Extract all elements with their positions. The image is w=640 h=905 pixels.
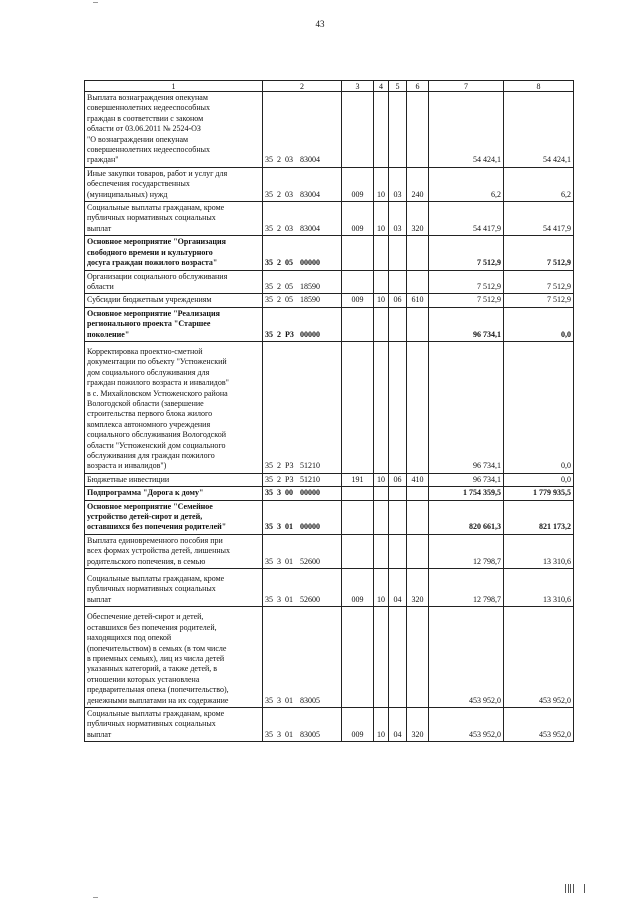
row-c4: 10	[374, 569, 389, 607]
row-c4: 10	[374, 473, 389, 486]
code-part-c2b: 2	[277, 329, 281, 339]
code-part-c2c: P3	[285, 474, 294, 484]
row-c6	[407, 307, 429, 341]
row-code	[263, 294, 342, 307]
row-description: Субсидии бюджетным учреждениям	[85, 294, 263, 307]
row-amount-7: 1 754 359,5	[429, 487, 504, 500]
code-part-c2b: 2	[277, 281, 281, 291]
row-c5: 06	[389, 473, 407, 486]
code-part-c2a: 35	[265, 474, 273, 484]
code-part-c2a: 35	[265, 522, 273, 532]
code-part-c2a: 35	[265, 223, 273, 233]
row-description: Основное мероприятие "Реализация регионального проекта "Старшее поколение"	[85, 307, 263, 341]
row-description: Обеспечение детей-сирот и детей, оставшихся без попечения родителей, находящихся под опекой (попечительством) в семьях (в том числе в приемных семьях), лиц из числа детей указанных категорий, а также детей, в отношении которых установлена предварительная опека (попечительство), денежными выплатами на их содержание	[85, 607, 263, 708]
code-part-c2c: P3	[285, 461, 294, 471]
row-c3	[342, 307, 374, 341]
row-amount-7: 7 512,9	[429, 236, 504, 270]
code-part-c2d: 52600	[300, 594, 320, 604]
row-description: Выплата единовременного пособия при всех формах устройства детей, лишенных родительского попечения, в семью	[85, 534, 263, 568]
row-description: Организации социального обслуживания области	[85, 270, 263, 294]
row-c6: 320	[407, 707, 429, 741]
code-part-c2c: 05	[285, 258, 293, 268]
row-c6	[407, 607, 429, 708]
col-header-2: 2	[263, 81, 342, 92]
row-code	[263, 270, 342, 294]
row-c6: 240	[407, 167, 429, 201]
row-c5: 04	[389, 569, 407, 607]
row-c3	[342, 607, 374, 708]
row-c5	[389, 500, 407, 534]
row-c3	[342, 236, 374, 270]
row-description: Бюджетные инвестиции	[85, 473, 263, 486]
col-header-7: 7	[429, 81, 504, 92]
row-c4: 10	[374, 167, 389, 201]
code-part-c2d: 52600	[300, 556, 320, 566]
code-part-c2c: 05	[285, 295, 293, 305]
code-part-c2d: 83004	[300, 223, 320, 233]
row-c5	[389, 487, 407, 500]
row-c4	[374, 500, 389, 534]
row-c6	[407, 341, 429, 473]
code-part-c2b: 3	[277, 556, 281, 566]
code-part-c2c: P3	[285, 329, 294, 339]
row-c3	[342, 487, 374, 500]
code-part-c2b: 3	[277, 729, 281, 739]
row-code	[263, 236, 342, 270]
header-row	[85, 81, 574, 92]
row-code	[263, 341, 342, 473]
row-c4: 10	[374, 202, 389, 236]
code-part-c2c: 01	[285, 556, 293, 566]
row-code	[263, 307, 342, 341]
code-part-c2c: 00	[285, 488, 293, 498]
code-part-c2d: 00000	[300, 258, 320, 268]
row-c6: 610	[407, 294, 429, 307]
row-c5	[389, 607, 407, 708]
code-part-c2d: 83004	[300, 155, 320, 165]
row-description: Социальные выплаты гражданам, кроме публичных нормативных социальных выплат	[85, 707, 263, 741]
row-amount-7: 6,2	[429, 167, 504, 201]
row-c6: 320	[407, 569, 429, 607]
row-c3	[342, 534, 374, 568]
row-c5	[389, 92, 407, 168]
code-part-c2d: 83005	[300, 695, 320, 705]
row-description: Иные закупки товаров, работ и услуг для обеспечения государственных (муниципальных) нужд	[85, 167, 263, 201]
row-description: Социальные выплаты гражданам, кроме публичных нормативных социальных выплат	[85, 202, 263, 236]
row-c3: 009	[342, 202, 374, 236]
row-amount-8: 6,2	[504, 167, 574, 201]
code-part-c2a: 35	[265, 594, 273, 604]
row-code	[263, 92, 342, 168]
row-c5	[389, 341, 407, 473]
row-c5: 03	[389, 202, 407, 236]
row-c3	[342, 270, 374, 294]
row-code	[263, 569, 342, 607]
barcode-mark	[565, 884, 587, 893]
table-row	[85, 236, 574, 270]
row-c3: 191	[342, 473, 374, 486]
code-part-c2d: 51210	[300, 474, 320, 484]
row-code	[263, 707, 342, 741]
code-part-c2c: 01	[285, 695, 293, 705]
row-c4	[374, 607, 389, 708]
code-part-c2d: 00000	[300, 488, 320, 498]
row-code	[263, 500, 342, 534]
row-amount-7: 453 952,0	[429, 607, 504, 708]
table-row	[85, 270, 574, 294]
code-part-c2d: 18590	[300, 281, 320, 291]
code-part-c2c: 03	[285, 155, 293, 165]
code-part-c2d: 00000	[300, 329, 320, 339]
code-part-c2d: 00000	[300, 522, 320, 532]
code-part-c2c: 01	[285, 594, 293, 604]
code-part-c2c: 01	[285, 729, 293, 739]
row-amount-8: 13 310,6	[504, 569, 574, 607]
row-c3: 009	[342, 294, 374, 307]
row-c6: 410	[407, 473, 429, 486]
code-part-c2d: 83005	[300, 729, 320, 739]
code-part-c2a: 35	[265, 329, 273, 339]
code-part-c2a: 35	[265, 258, 273, 268]
row-amount-7: 453 952,0	[429, 707, 504, 741]
code-part-c2a: 35	[265, 295, 273, 305]
row-amount-8: 54 417,9	[504, 202, 574, 236]
row-amount-8: 0,0	[504, 473, 574, 486]
table-row	[85, 534, 574, 568]
row-code	[263, 607, 342, 708]
row-c4	[374, 307, 389, 341]
row-amount-7: 820 661,3	[429, 500, 504, 534]
code-part-c2b: 2	[277, 258, 281, 268]
row-c3	[342, 341, 374, 473]
row-amount-7: 54 424,1	[429, 92, 504, 168]
table-body	[85, 92, 574, 742]
table-row	[85, 92, 574, 168]
row-code	[263, 202, 342, 236]
code-part-c2b: 2	[277, 223, 281, 233]
row-c4	[374, 270, 389, 294]
code-part-c2b: 3	[277, 522, 281, 532]
code-part-c2a: 35	[265, 189, 273, 199]
row-c6	[407, 270, 429, 294]
row-c4	[374, 534, 389, 568]
row-amount-8: 821 173,2	[504, 500, 574, 534]
col-header-6: 6	[407, 81, 429, 92]
table-row	[85, 167, 574, 201]
table-row	[85, 487, 574, 500]
code-part-c2a: 35	[265, 488, 273, 498]
code-part-c2c: 03	[285, 189, 293, 199]
code-part-c2b: 3	[277, 594, 281, 604]
row-code	[263, 487, 342, 500]
col-header-5: 5	[389, 81, 407, 92]
row-amount-8: 0,0	[504, 307, 574, 341]
row-code	[263, 473, 342, 486]
row-amount-8: 1 779 935,5	[504, 487, 574, 500]
table-row	[85, 607, 574, 708]
table-row	[85, 202, 574, 236]
row-code	[263, 534, 342, 568]
row-c3	[342, 92, 374, 168]
code-part-c2a: 35	[265, 461, 273, 471]
row-amount-8: 0,0	[504, 341, 574, 473]
scan-mark-bottom	[93, 897, 98, 898]
code-part-c2a: 35	[265, 695, 273, 705]
row-c3	[342, 500, 374, 534]
row-amount-7: 12 798,7	[429, 569, 504, 607]
row-amount-7: 54 417,9	[429, 202, 504, 236]
row-c6: 320	[407, 202, 429, 236]
code-part-c2b: 2	[277, 155, 281, 165]
code-part-c2b: 2	[277, 295, 281, 305]
row-description: Подпрограмма "Дорога к дому"	[85, 487, 263, 500]
code-part-c2a: 35	[265, 556, 273, 566]
row-description: Выплата вознаграждения опекунам совершеннолетних недееспособных граждан в соответствии с законом области от 03.06.2011 № 2524-ОЗ "О вознаграждении опекунам совершеннолетних недееспособных граждан"	[85, 92, 263, 168]
code-part-c2c: 03	[285, 223, 293, 233]
row-c3: 009	[342, 167, 374, 201]
row-c6	[407, 92, 429, 168]
row-c5: 06	[389, 294, 407, 307]
code-part-c2b: 3	[277, 488, 281, 498]
row-amount-7: 12 798,7	[429, 534, 504, 568]
row-c4: 10	[374, 707, 389, 741]
table-row	[85, 307, 574, 341]
row-c6	[407, 236, 429, 270]
code-part-c2d: 18590	[300, 295, 320, 305]
row-c4	[374, 487, 389, 500]
code-part-c2b: 2	[277, 189, 281, 199]
code-part-c2a: 35	[265, 729, 273, 739]
table-row	[85, 569, 574, 607]
row-amount-8: 13 310,6	[504, 534, 574, 568]
table-row	[85, 500, 574, 534]
row-c6	[407, 500, 429, 534]
row-c4	[374, 236, 389, 270]
row-amount-8: 453 952,0	[504, 607, 574, 708]
row-c6	[407, 487, 429, 500]
row-description: Основное мероприятие "Организация свободного времени и культурного досуга граждан пожилого возраста"	[85, 236, 263, 270]
row-c4: 10	[374, 294, 389, 307]
budget-table	[84, 80, 574, 742]
code-part-c2a: 35	[265, 281, 273, 291]
col-header-8: 8	[504, 81, 574, 92]
row-c6	[407, 534, 429, 568]
table-row	[85, 473, 574, 486]
code-part-c2a: 35	[265, 155, 273, 165]
table-row	[85, 294, 574, 307]
row-amount-8: 7 512,9	[504, 236, 574, 270]
row-c4	[374, 92, 389, 168]
row-amount-7: 7 512,9	[429, 270, 504, 294]
row-c3: 009	[342, 569, 374, 607]
row-amount-8: 7 512,9	[504, 270, 574, 294]
code-part-c2b: 2	[277, 474, 281, 484]
row-amount-8: 54 424,1	[504, 92, 574, 168]
row-amount-8: 7 512,9	[504, 294, 574, 307]
row-amount-7: 96 734,1	[429, 341, 504, 473]
code-part-c2b: 3	[277, 695, 281, 705]
row-c5: 04	[389, 707, 407, 741]
row-c4	[374, 341, 389, 473]
col-header-4: 4	[374, 81, 389, 92]
col-header-3: 3	[342, 81, 374, 92]
row-c5	[389, 270, 407, 294]
code-part-c2d: 83004	[300, 189, 320, 199]
table-row	[85, 707, 574, 741]
row-amount-8: 453 952,0	[504, 707, 574, 741]
row-c5: 03	[389, 167, 407, 201]
row-description: Социальные выплаты гражданам, кроме публичных нормативных социальных выплат	[85, 569, 263, 607]
row-c5	[389, 307, 407, 341]
page-number: 43	[315, 19, 325, 29]
code-part-c2d: 51210	[300, 461, 320, 471]
row-c5	[389, 534, 407, 568]
code-part-c2c: 05	[285, 281, 293, 291]
row-description: Корректировка проектно-сметной документации по объекту "Устюженский дом социального обслуживания для граждан пожилого возраста и инвалидов" в с. Михайловском Устюженского района Вологодской области (завершение строительства первого блока жилого комплекса автономного учреждения социального обслуживания Вологодской области "Устюженский дом социального обслуживания для граждан пожилого возраста и инвалидов")	[85, 341, 263, 473]
table-row	[85, 341, 574, 473]
col-header-1: 1	[85, 81, 263, 92]
code-part-c2c: 01	[285, 522, 293, 532]
row-amount-7: 96 734,1	[429, 473, 504, 486]
row-code	[263, 167, 342, 201]
code-part-c2b: 2	[277, 461, 281, 471]
row-c5	[389, 236, 407, 270]
row-c3: 009	[342, 707, 374, 741]
row-amount-7: 7 512,9	[429, 294, 504, 307]
row-amount-7: 96 734,1	[429, 307, 504, 341]
row-description: Основное мероприятие "Семейное устройство детей-сирот и детей, оставшихся без попечения родителей"	[85, 500, 263, 534]
scan-mark-top	[93, 2, 98, 3]
